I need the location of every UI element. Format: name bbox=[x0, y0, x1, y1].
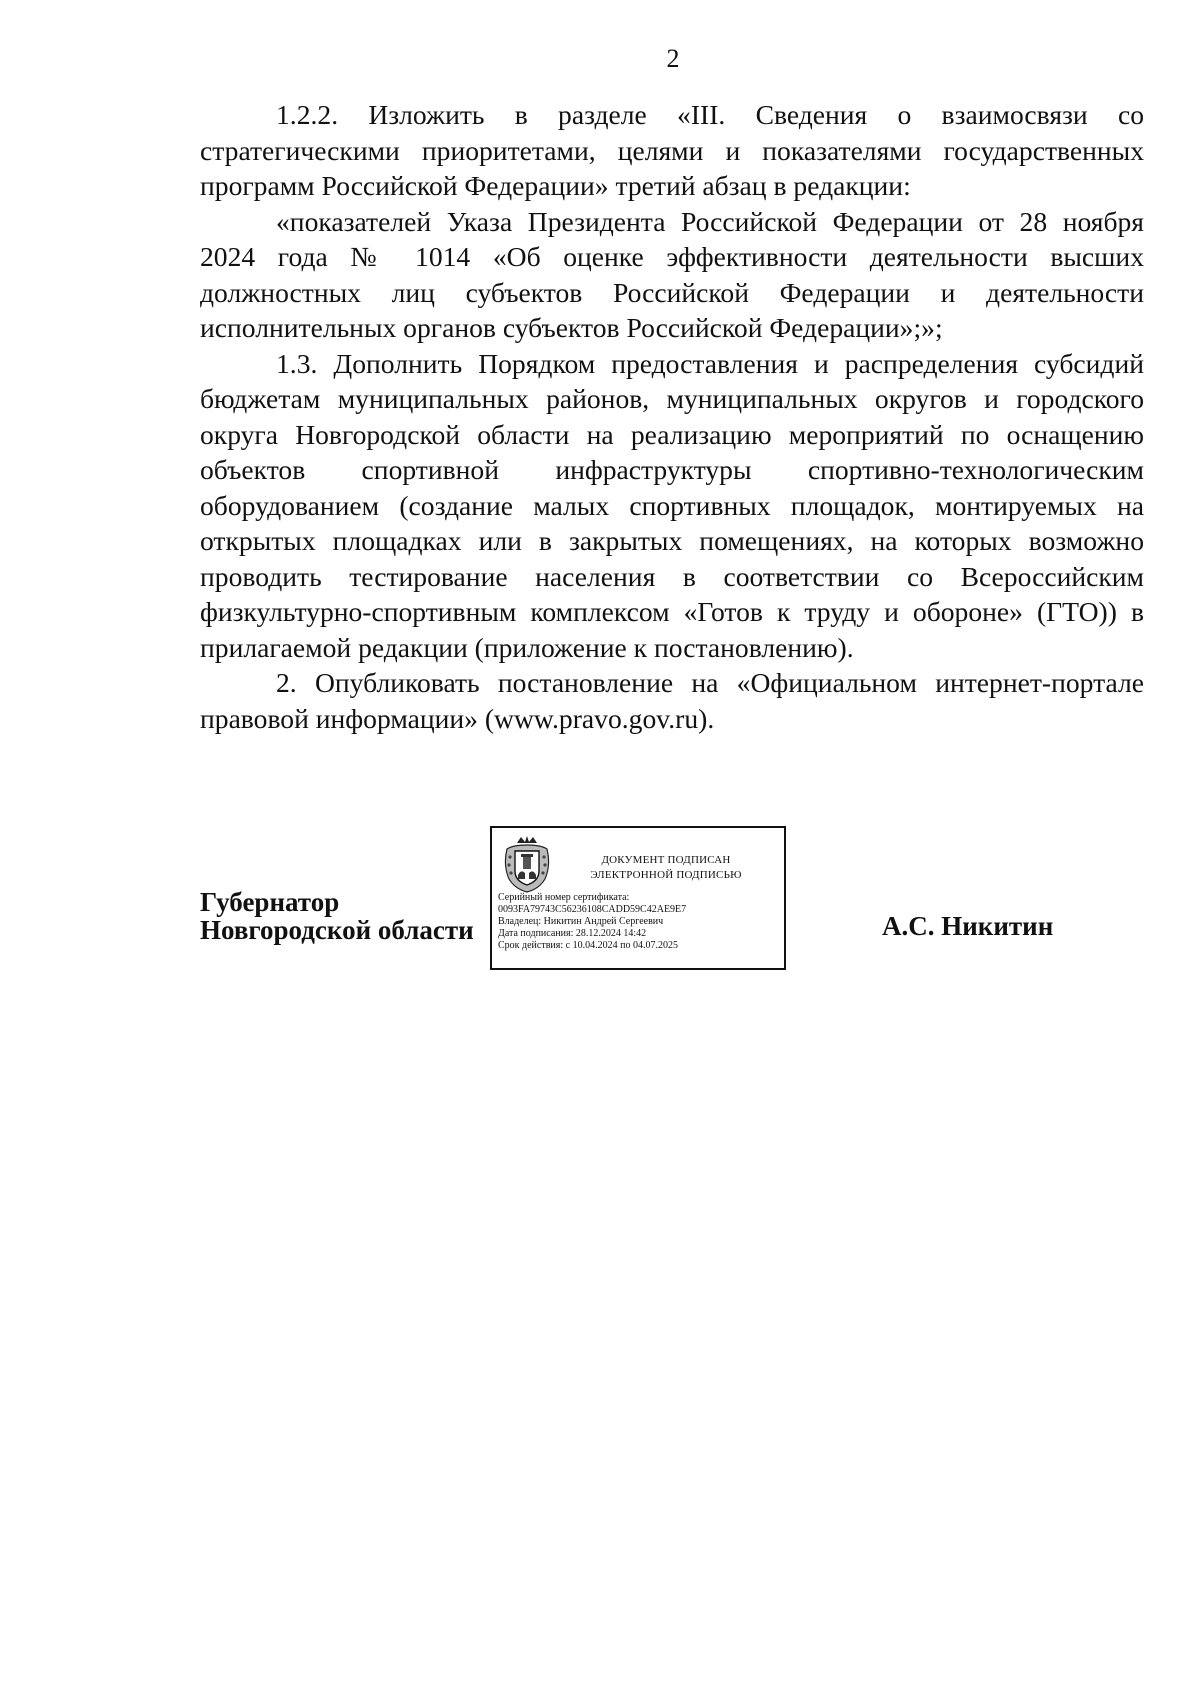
electronic-signature-stamp bbox=[490, 826, 786, 970]
paragraph-1-2-2: 1.2.2. Изложить в разделе «III. Сведения о взаимосвязи со стратегическими приоритетами, целями и показателями государственных программ Российской Федерации» третий абзац в редакции: bbox=[200, 99, 1144, 201]
paragraph-2: 2. Опубликовать постановление на «Официальном интернет-портале правовой информации» (www.pravo.gov.ru). bbox=[200, 667, 1144, 734]
signer-name: А.С. Никитин bbox=[882, 911, 1054, 941]
stamp-details bbox=[498, 892, 782, 952]
paragraph-quote: «показателей Указа Президента Российской Федерации от 28 ноября 2024 года № 1014 «Об оценке эффективности деятельности высших должностных лиц субъектов Российской Федерации и деятельности исполнительных органов субъектов Российской Федерации»;»; bbox=[200, 205, 1144, 343]
certificate-validity: Срок действия: с 10.04.2024 по 04.07.2025 bbox=[498, 940, 678, 951]
signer-position-line-2: Новгородской области bbox=[200, 915, 474, 945]
signer-position bbox=[200, 888, 474, 944]
certificate-serial-label: Серийный номер сертификата: bbox=[498, 892, 630, 903]
stamp-heading-line-2: ЭЛЕКТРОННОЙ ПОДПИСЬЮ bbox=[590, 869, 742, 881]
coat-of-arms-icon bbox=[501, 835, 553, 893]
document-body bbox=[200, 97, 1144, 736]
certificate-serial-value: 0093FA79743C56236108CADD59C42AE9E7 bbox=[498, 904, 687, 915]
certificate-owner: Владелец: Никитин Андрей Сергеевич bbox=[498, 916, 664, 927]
paragraph-1-3: 1.3. Дополнить Порядком предоставления и распределения субсидий бюджетам муниципальных районов, муниципальных округов и городского округа Новгородской области на реализацию мероприятий по оснащению объектов спортивной инфраструктуры спортивно-технологическим оборудованием (создание малых спортивных площадок, монтируемых на открытых площадках или в закрытых помещениях, на которых возможно проводить тестирование населения в соответствии со Всероссийским физкультурно-спортивным комплексом «Готов к труду и обороне» (ГТО)) в прилагаемой редакции (приложение к постановлению). bbox=[200, 347, 1144, 663]
stamp-heading-line-1: ДОКУМЕНТ ПОДПИСАН bbox=[601, 854, 731, 866]
signing-date: Дата подписания: 28.12.2024 14:42 bbox=[498, 928, 647, 939]
page-number: 2 bbox=[666, 44, 680, 73]
stamp-heading bbox=[556, 853, 776, 883]
signer-position-line-1: Губернатор bbox=[200, 887, 340, 917]
signature-block bbox=[200, 826, 1144, 976]
